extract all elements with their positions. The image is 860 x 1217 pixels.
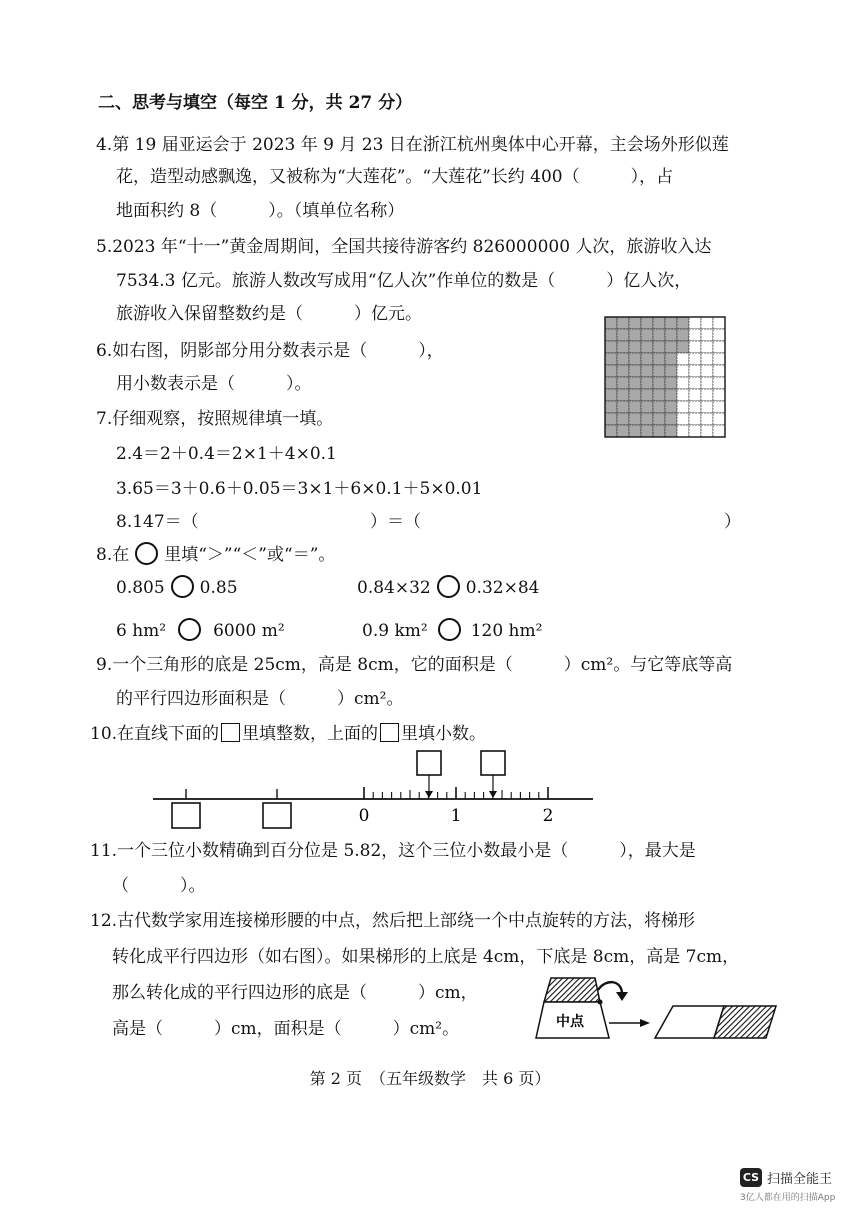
- q8-c-right: 6000 m²: [213, 621, 285, 641]
- grid-cell-shaded: [617, 425, 629, 437]
- arrowhead-1: [425, 791, 433, 798]
- grid-cell: [713, 401, 725, 413]
- grid-cell-shaded: [629, 329, 641, 341]
- q8-d-left: 0.9 km²: [362, 621, 428, 641]
- q6-line-1: 6.如右图，阴影部分用分数表示是（ ），: [96, 341, 444, 361]
- q5-line-1: 5.2023 年“十一”黄金周期间，全国共接待游客约 826000000 人次，旅游收入达: [96, 237, 712, 257]
- grid-cell: [701, 401, 713, 413]
- grid-cell-shaded: [665, 353, 677, 365]
- grid-cell: [689, 353, 701, 365]
- grid-cell-shaded: [617, 329, 629, 341]
- grid-cell: [713, 377, 725, 389]
- grid-cell-shaded: [665, 425, 677, 437]
- transform-arrowhead: [640, 1019, 650, 1027]
- grid-cell-shaded: [641, 389, 653, 401]
- grid-cell-shaded: [653, 389, 665, 401]
- q9-line-2: 的平行四边形面积是（ ）cm²。: [116, 689, 404, 709]
- grid-cell: [701, 389, 713, 401]
- grid-cell-shaded: [653, 377, 665, 389]
- grid-cell-shaded: [629, 353, 641, 365]
- q4-line-1: 4.第 19 届亚运会于 2023 年 9 月 23 日在浙江杭州奥体中心开幕，主会场外形似莲: [96, 135, 729, 155]
- grid-cell: [701, 425, 713, 437]
- compare-circle-icon: [135, 542, 158, 565]
- q12-line-3: 那么转化成的平行四边形的底是（ ）cm，: [112, 983, 478, 1003]
- grid-cell-shaded: [629, 401, 641, 413]
- grid-cell: [689, 413, 701, 425]
- q12-line-1: 12.古代数学家用连接梯形腰的中点，然后把上部绕一个中点旋转的方法，将梯形: [90, 911, 696, 931]
- grid-cell: [701, 353, 713, 365]
- grid-cell: [701, 341, 713, 353]
- scanner-tagline: 3亿人都在用的扫描App: [740, 1193, 836, 1203]
- grid-cell-shaded: [665, 413, 677, 425]
- q7-line-2: 2.4＝2＋0.4＝2×1＋4×0.1: [116, 444, 337, 464]
- q8-b-left: 0.84×32: [357, 578, 431, 598]
- grid-cell-shaded: [653, 329, 665, 341]
- grid-cell-shaded: [665, 341, 677, 353]
- rotation-arrowhead: [616, 992, 628, 1001]
- trapezoid-transform-figure: [534, 972, 779, 1048]
- grid-cell-shaded: [641, 365, 653, 377]
- q7-line-4b: ）＝（: [370, 512, 421, 532]
- grid-cell-shaded: [605, 365, 617, 377]
- parallelogram-left: [655, 1006, 724, 1038]
- q8-a-left: 0.805: [116, 578, 165, 598]
- cs-logo-icon: CS: [740, 1168, 762, 1187]
- grid-cell: [701, 413, 713, 425]
- grid-cell-shaded: [605, 353, 617, 365]
- grid-cell-shaded: [653, 413, 665, 425]
- q7-line-4a: 8.147＝（: [116, 512, 199, 532]
- grid-cell: [713, 365, 725, 377]
- parallelogram-shaded: [714, 1006, 776, 1038]
- grid-cell: [713, 425, 725, 437]
- grid-cell-shaded: [665, 329, 677, 341]
- number-line-ticks: [364, 787, 548, 799]
- grid-cell: [689, 365, 701, 377]
- q8-item-a: [116, 577, 238, 600]
- grid-cell-shaded: [629, 389, 641, 401]
- grid-cell-shaded: [653, 353, 665, 365]
- grid-cell: [689, 329, 701, 341]
- grid-cell: [689, 341, 701, 353]
- grid-cell-shaded: [629, 413, 641, 425]
- square-box-icon: [221, 723, 240, 742]
- grid-cell-shaded: [629, 425, 641, 437]
- grid-cell-shaded: [605, 341, 617, 353]
- grid-cell-shaded: [605, 413, 617, 425]
- q8-b-right: 0.32×84: [465, 578, 540, 598]
- grid-cell-shaded: [653, 317, 665, 329]
- grid-cell-shaded: [605, 377, 617, 389]
- answer-circle-a[interactable]: [171, 575, 194, 598]
- q7-line-4c: ）: [724, 512, 741, 532]
- grid-cell: [713, 413, 725, 425]
- grid-cell-shaded: [617, 389, 629, 401]
- tick-label-2: 2: [542, 806, 554, 826]
- grid-cell-shaded: [665, 365, 677, 377]
- q8-c-left: 6 hm²: [116, 621, 167, 641]
- q4-line-2: 花，造型动感飘逸，又被称为“大莲花”。“大莲花”长约 400（ ），占: [116, 167, 674, 187]
- grid-cell: [713, 317, 725, 329]
- grid-cell-shaded: [653, 401, 665, 413]
- q6-line-2: 用小数表示是（ ）。: [116, 374, 312, 394]
- grid-cell: [713, 341, 725, 353]
- answer-circle-c[interactable]: [178, 618, 201, 641]
- grid-cell: [701, 377, 713, 389]
- grid-cell-shaded: [605, 401, 617, 413]
- grid-cell-shaded: [665, 377, 677, 389]
- grid-cell: [677, 401, 689, 413]
- grid-cell-shaded: [629, 341, 641, 353]
- lower-answer-box-2[interactable]: [263, 803, 291, 828]
- grid-cell: [677, 413, 689, 425]
- grid-cell-shaded: [605, 317, 617, 329]
- q10-prefix: 10.在直线下面的: [90, 724, 220, 744]
- square-box-icon: [380, 723, 399, 742]
- q7-line-1: 7.仔细观察，按照规律填一填。: [96, 409, 334, 429]
- grid-cell: [677, 353, 689, 365]
- grid-cell-shaded: [641, 317, 653, 329]
- q8-prefix: 8.在: [96, 545, 130, 565]
- grid-cell-shaded: [605, 389, 617, 401]
- grid-cell: [677, 365, 689, 377]
- q8-suffix: 里填“＞”“＜”或“＝”。: [164, 545, 336, 565]
- q10-instruction: [90, 723, 486, 745]
- grid-cell: [713, 353, 725, 365]
- grid-cell-shaded: [677, 317, 689, 329]
- q8-item-d: [362, 620, 542, 643]
- grid-cell-shaded: [641, 377, 653, 389]
- grid-cell-shaded: [665, 389, 677, 401]
- grid-cell-shaded: [653, 341, 665, 353]
- upper-answer-box-1[interactable]: [417, 751, 441, 775]
- grid-cell-shaded: [617, 341, 629, 353]
- grid-cell: [689, 389, 701, 401]
- q10-suffix: 里填小数。: [401, 724, 487, 744]
- q7-line-3: 3.65＝3＋0.6＋0.05＝3×1＋6×0.1＋5×0.01: [116, 479, 483, 499]
- grid-cell-shaded: [665, 317, 677, 329]
- q12-line-4: 高是（ ）cm，面积是（ ）cm²。: [112, 1019, 460, 1039]
- upper-answer-box-2[interactable]: [481, 751, 505, 775]
- grid-cell-shaded: [641, 425, 653, 437]
- grid-cell-shaded: [617, 377, 629, 389]
- grid-cell-shaded: [677, 329, 689, 341]
- grid-cell-shaded: [665, 401, 677, 413]
- q11-line-2: （ ）。: [112, 876, 206, 896]
- q5-line-3: 旅游收入保留整数约是（ ）亿元。: [116, 304, 422, 324]
- grid-cell-shaded: [617, 401, 629, 413]
- q8-item-b: [357, 577, 539, 600]
- trapezoid-top-part: [544, 978, 600, 1002]
- grid-cell-shaded: [617, 353, 629, 365]
- grid-cell: [701, 329, 713, 341]
- q8-instruction: [96, 544, 335, 567]
- q5-line-2: 7534.3 亿元。旅游人数改写成用“亿人次”作单位的数是（ ）亿人次，: [116, 271, 692, 291]
- grid-cell: [689, 377, 701, 389]
- q8-item-c: [116, 620, 285, 643]
- grid-cell-shaded: [629, 365, 641, 377]
- hundred-grid-figure: [603, 315, 727, 439]
- grid-cell: [677, 377, 689, 389]
- grid-cell: [677, 425, 689, 437]
- grid-cell: [713, 389, 725, 401]
- q9-line-1: 9.一个三角形的底是 25cm，高是 8cm，它的面积是（ ）cm²。与它等底等高: [96, 655, 733, 675]
- q8-a-right: 0.85: [199, 578, 238, 598]
- grid-cell-shaded: [653, 365, 665, 377]
- grid-cell: [713, 329, 725, 341]
- q8-d-right: 120 hm²: [470, 621, 543, 641]
- grid-cell-shaded: [641, 353, 653, 365]
- answer-circle-d[interactable]: [438, 618, 461, 641]
- section-title: 二、思考与填空（每空 1 分，共 27 分）: [98, 93, 413, 113]
- grid-cell-shaded: [605, 425, 617, 437]
- grid-cell-shaded: [641, 413, 653, 425]
- grid-cell-shaded: [617, 365, 629, 377]
- midpoint-label: 中点: [556, 1014, 584, 1030]
- grid-cell-shaded: [641, 341, 653, 353]
- grid-cell-shaded: [629, 317, 641, 329]
- grid-cell: [689, 425, 701, 437]
- number-line-figure: [150, 748, 600, 833]
- grid-cell-shaded: [617, 317, 629, 329]
- page-footer: 第 2 页 （五年级数学 共 6 页）: [309, 1069, 551, 1088]
- tick-label-1: 1: [450, 806, 462, 826]
- grid-cell: [701, 317, 713, 329]
- midpoint-dot: [598, 1000, 603, 1005]
- lower-answer-box-1[interactable]: [172, 803, 200, 828]
- grid-cell: [689, 401, 701, 413]
- q12-line-2: 转化成平行四边形（如右图）。如果梯形的上底是 4cm，下底是 8cm，高是 7cm，: [112, 947, 740, 967]
- scanner-watermark: [740, 1168, 852, 1208]
- grid-cell-shaded: [677, 341, 689, 353]
- grid-cell-shaded: [641, 401, 653, 413]
- tick-label-0: 0: [358, 806, 370, 826]
- scanner-app-name: 扫描全能王: [767, 1172, 833, 1187]
- grid-cell-shaded: [641, 329, 653, 341]
- grid-cell: [701, 365, 713, 377]
- q4-line-3: 地面积约 8（ ）。（填单位名称）: [116, 201, 405, 221]
- q10-middle: 里填整数，上面的: [242, 724, 379, 744]
- answer-circle-b[interactable]: [437, 575, 460, 598]
- grid-cell-shaded: [605, 329, 617, 341]
- grid-cell-shaded: [629, 377, 641, 389]
- grid-cell: [677, 389, 689, 401]
- grid-cell-shaded: [617, 413, 629, 425]
- q11-line-1: 11.一个三位小数精确到百分位是 5.82，这个三位小数最小是（ ），最大是: [90, 841, 696, 861]
- grid-cell-shaded: [653, 425, 665, 437]
- grid-cell: [689, 317, 701, 329]
